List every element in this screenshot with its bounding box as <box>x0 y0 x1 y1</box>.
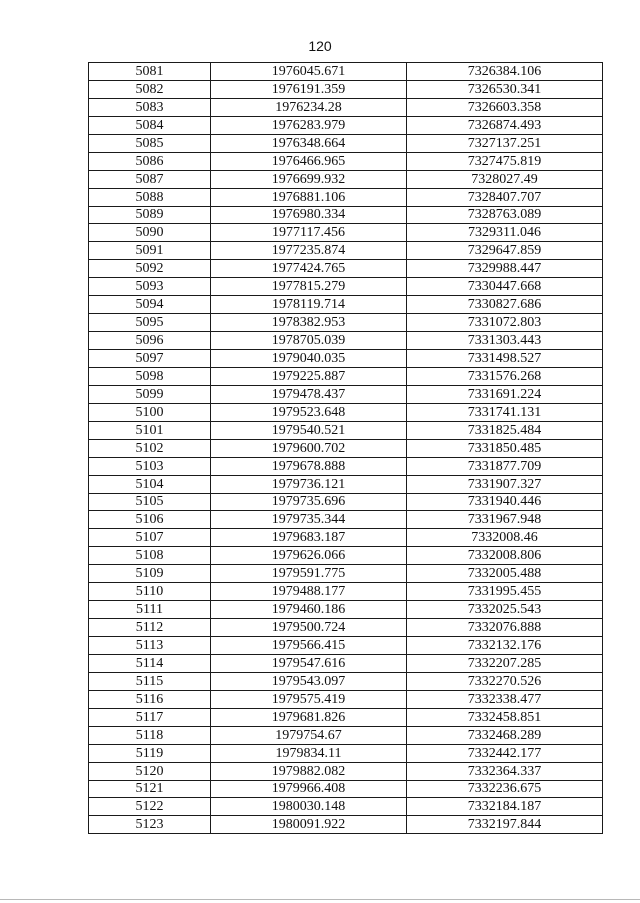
y-coordinate-cell: 7332008.806 <box>407 547 603 565</box>
y-coordinate-cell: 7329988.447 <box>407 260 603 278</box>
y-coordinate-cell: 7326530.341 <box>407 80 603 98</box>
point-number-cell: 5111 <box>89 601 211 619</box>
point-number-cell: 5094 <box>89 296 211 314</box>
x-coordinate-cell: 1979736.121 <box>211 475 407 493</box>
x-coordinate-cell: 1979600.702 <box>211 439 407 457</box>
y-coordinate-cell: 7332338.477 <box>407 690 603 708</box>
table-row <box>89 134 603 152</box>
table-row <box>89 296 603 314</box>
x-coordinate-cell: 1979478.437 <box>211 385 407 403</box>
point-number-cell: 5104 <box>89 475 211 493</box>
point-number-cell: 5112 <box>89 619 211 637</box>
y-coordinate-cell: 7328027.49 <box>407 170 603 188</box>
table-row <box>89 188 603 206</box>
table-row <box>89 206 603 224</box>
y-coordinate-cell: 7332364.337 <box>407 762 603 780</box>
table-row <box>89 762 603 780</box>
x-coordinate-cell: 1979735.696 <box>211 493 407 511</box>
y-coordinate-cell: 7332458.851 <box>407 708 603 726</box>
y-coordinate-cell: 7332008.46 <box>407 529 603 547</box>
x-coordinate-cell: 1979683.187 <box>211 529 407 547</box>
y-coordinate-cell: 7332076.888 <box>407 619 603 637</box>
table-row <box>89 475 603 493</box>
x-coordinate-cell: 1979626.066 <box>211 547 407 565</box>
table-row <box>89 224 603 242</box>
x-coordinate-cell: 1979547.616 <box>211 654 407 672</box>
x-coordinate-cell: 1979543.097 <box>211 672 407 690</box>
x-coordinate-cell: 1979488.177 <box>211 583 407 601</box>
x-coordinate-cell: 1979575.419 <box>211 690 407 708</box>
point-number-cell: 5082 <box>89 80 211 98</box>
y-coordinate-cell: 7332197.844 <box>407 816 603 834</box>
x-coordinate-cell: 1976283.979 <box>211 116 407 134</box>
x-coordinate-cell: 1979754.67 <box>211 726 407 744</box>
x-coordinate-cell: 1978705.039 <box>211 332 407 350</box>
x-coordinate-cell: 1979681.826 <box>211 708 407 726</box>
table-row <box>89 260 603 278</box>
table-row <box>89 457 603 475</box>
table-row <box>89 332 603 350</box>
point-number-cell: 5096 <box>89 332 211 350</box>
x-coordinate-cell: 1979678.888 <box>211 457 407 475</box>
table-row <box>89 511 603 529</box>
point-number-cell: 5119 <box>89 744 211 762</box>
x-coordinate-cell: 1976466.965 <box>211 152 407 170</box>
y-coordinate-cell: 7326603.358 <box>407 98 603 116</box>
point-number-cell: 5105 <box>89 493 211 511</box>
point-number-cell: 5107 <box>89 529 211 547</box>
point-number-cell: 5110 <box>89 583 211 601</box>
x-coordinate-cell: 1977815.279 <box>211 278 407 296</box>
x-coordinate-cell: 1979966.408 <box>211 780 407 798</box>
point-number-cell: 5109 <box>89 565 211 583</box>
x-coordinate-cell: 1979540.521 <box>211 421 407 439</box>
x-coordinate-cell: 1979882.082 <box>211 762 407 780</box>
table-row <box>89 278 603 296</box>
x-coordinate-cell: 1979523.648 <box>211 403 407 421</box>
y-coordinate-cell: 7328763.089 <box>407 206 603 224</box>
table-row <box>89 80 603 98</box>
table-row <box>89 583 603 601</box>
table-row <box>89 798 603 816</box>
y-coordinate-cell: 7330827.686 <box>407 296 603 314</box>
x-coordinate-cell: 1976699.932 <box>211 170 407 188</box>
x-coordinate-cell: 1979460.186 <box>211 601 407 619</box>
y-coordinate-cell: 7331940.446 <box>407 493 603 511</box>
page-bottom-edge <box>0 899 640 900</box>
x-coordinate-cell: 1976348.664 <box>211 134 407 152</box>
x-coordinate-cell: 1979225.887 <box>211 367 407 385</box>
y-coordinate-cell: 7328407.707 <box>407 188 603 206</box>
point-number-cell: 5113 <box>89 637 211 655</box>
table-row <box>89 152 603 170</box>
coordinate-table <box>88 62 603 834</box>
table-row <box>89 744 603 762</box>
table-row <box>89 367 603 385</box>
table-row <box>89 63 603 81</box>
y-coordinate-cell: 7332468.289 <box>407 726 603 744</box>
table-row <box>89 565 603 583</box>
y-coordinate-cell: 7329311.046 <box>407 224 603 242</box>
table-row <box>89 529 603 547</box>
y-coordinate-cell: 7332184.187 <box>407 798 603 816</box>
y-coordinate-cell: 7331825.484 <box>407 421 603 439</box>
point-number-cell: 5123 <box>89 816 211 834</box>
table-row <box>89 493 603 511</box>
point-number-cell: 5090 <box>89 224 211 242</box>
y-coordinate-cell: 7332025.543 <box>407 601 603 619</box>
point-number-cell: 5084 <box>89 116 211 134</box>
point-number-cell: 5081 <box>89 63 211 81</box>
y-coordinate-cell: 7331576.268 <box>407 367 603 385</box>
point-number-cell: 5098 <box>89 367 211 385</box>
y-coordinate-cell: 7331303.443 <box>407 332 603 350</box>
table-row <box>89 708 603 726</box>
y-coordinate-cell: 7327475.819 <box>407 152 603 170</box>
y-coordinate-cell: 7326874.493 <box>407 116 603 134</box>
point-number-cell: 5122 <box>89 798 211 816</box>
y-coordinate-cell: 7331072.803 <box>407 314 603 332</box>
y-coordinate-cell: 7332236.675 <box>407 780 603 798</box>
point-number-cell: 5120 <box>89 762 211 780</box>
point-number-cell: 5087 <box>89 170 211 188</box>
point-number-cell: 5106 <box>89 511 211 529</box>
table-row <box>89 98 603 116</box>
point-number-cell: 5083 <box>89 98 211 116</box>
y-coordinate-cell: 7332132.176 <box>407 637 603 655</box>
point-number-cell: 5117 <box>89 708 211 726</box>
table-row <box>89 421 603 439</box>
y-coordinate-cell: 7332442.177 <box>407 744 603 762</box>
x-coordinate-cell: 1979591.775 <box>211 565 407 583</box>
point-number-cell: 5103 <box>89 457 211 475</box>
x-coordinate-cell: 1978382.953 <box>211 314 407 332</box>
table-row <box>89 385 603 403</box>
page-number: 120 <box>308 38 332 54</box>
point-number-cell: 5121 <box>89 780 211 798</box>
table-row <box>89 619 603 637</box>
x-coordinate-cell: 1979834.11 <box>211 744 407 762</box>
x-coordinate-cell: 1980030.148 <box>211 798 407 816</box>
table-row <box>89 816 603 834</box>
point-number-cell: 5095 <box>89 314 211 332</box>
y-coordinate-cell: 7331498.527 <box>407 350 603 368</box>
x-coordinate-cell: 1977235.874 <box>211 242 407 260</box>
x-coordinate-cell: 1977117.456 <box>211 224 407 242</box>
y-coordinate-cell: 7326384.106 <box>407 63 603 81</box>
point-number-cell: 5092 <box>89 260 211 278</box>
y-coordinate-cell: 7332270.526 <box>407 672 603 690</box>
point-number-cell: 5088 <box>89 188 211 206</box>
table-row <box>89 116 603 134</box>
table-row <box>89 780 603 798</box>
table-row <box>89 350 603 368</box>
x-coordinate-cell: 1978119.714 <box>211 296 407 314</box>
y-coordinate-cell: 7331907.327 <box>407 475 603 493</box>
table-row <box>89 672 603 690</box>
table-row <box>89 637 603 655</box>
y-coordinate-cell: 7331877.709 <box>407 457 603 475</box>
table-row <box>89 314 603 332</box>
x-coordinate-cell: 1979566.415 <box>211 637 407 655</box>
point-number-cell: 5086 <box>89 152 211 170</box>
coordinate-table-container <box>88 62 602 834</box>
y-coordinate-cell: 7332207.285 <box>407 654 603 672</box>
point-number-cell: 5114 <box>89 654 211 672</box>
table-row <box>89 170 603 188</box>
y-coordinate-cell: 7332005.488 <box>407 565 603 583</box>
table-row <box>89 726 603 744</box>
x-coordinate-cell: 1976980.334 <box>211 206 407 224</box>
point-number-cell: 5097 <box>89 350 211 368</box>
x-coordinate-cell: 1979500.724 <box>211 619 407 637</box>
x-coordinate-cell: 1977424.765 <box>211 260 407 278</box>
x-coordinate-cell: 1976234.28 <box>211 98 407 116</box>
y-coordinate-cell: 7331967.948 <box>407 511 603 529</box>
point-number-cell: 5116 <box>89 690 211 708</box>
point-number-cell: 5118 <box>89 726 211 744</box>
x-coordinate-cell: 1980091.922 <box>211 816 407 834</box>
y-coordinate-cell: 7327137.251 <box>407 134 603 152</box>
point-number-cell: 5089 <box>89 206 211 224</box>
y-coordinate-cell: 7331741.131 <box>407 403 603 421</box>
table-row <box>89 654 603 672</box>
y-coordinate-cell: 7330447.668 <box>407 278 603 296</box>
x-coordinate-cell: 1979735.344 <box>211 511 407 529</box>
point-number-cell: 5102 <box>89 439 211 457</box>
point-number-cell: 5115 <box>89 672 211 690</box>
table-row <box>89 690 603 708</box>
x-coordinate-cell: 1976191.359 <box>211 80 407 98</box>
point-number-cell: 5101 <box>89 421 211 439</box>
y-coordinate-cell: 7329647.859 <box>407 242 603 260</box>
y-coordinate-cell: 7331850.485 <box>407 439 603 457</box>
coordinate-table-body <box>89 63 603 834</box>
y-coordinate-cell: 7331995.455 <box>407 583 603 601</box>
x-coordinate-cell: 1976881.106 <box>211 188 407 206</box>
table-row <box>89 601 603 619</box>
y-coordinate-cell: 7331691.224 <box>407 385 603 403</box>
table-row <box>89 242 603 260</box>
point-number-cell: 5099 <box>89 385 211 403</box>
point-number-cell: 5093 <box>89 278 211 296</box>
x-coordinate-cell: 1979040.035 <box>211 350 407 368</box>
point-number-cell: 5100 <box>89 403 211 421</box>
point-number-cell: 5108 <box>89 547 211 565</box>
point-number-cell: 5085 <box>89 134 211 152</box>
table-row <box>89 439 603 457</box>
table-row <box>89 403 603 421</box>
point-number-cell: 5091 <box>89 242 211 260</box>
x-coordinate-cell: 1976045.671 <box>211 63 407 81</box>
table-row <box>89 547 603 565</box>
